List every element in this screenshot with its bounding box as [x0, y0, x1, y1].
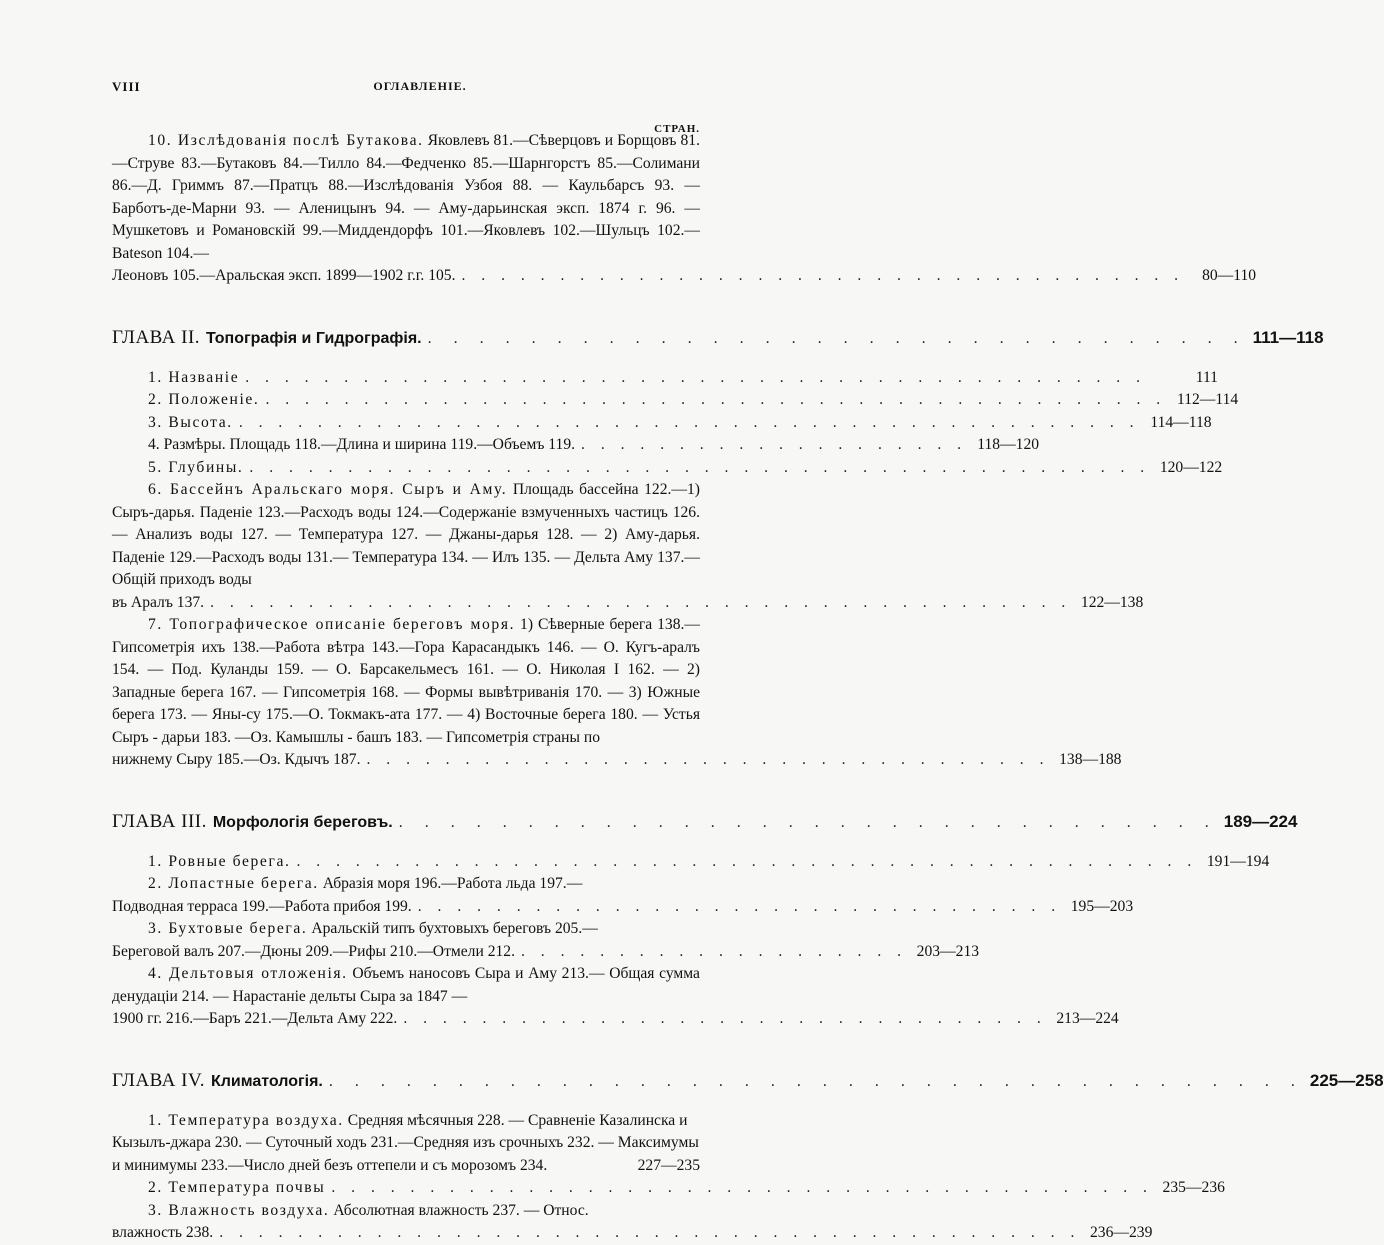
chapter-label: ГЛАВА III.: [112, 810, 207, 832]
chapter-title: Климатологія.: [210, 1072, 323, 1090]
entry-text: Абсолютная влажность 237. — Относ.: [333, 1201, 589, 1219]
entry-pages: 114—118: [1150, 413, 1212, 431]
toc-entry[interactable]: [112, 851, 1270, 874]
toc-entry[interactable]: [112, 412, 1212, 435]
entry-pages: 195—203: [1070, 897, 1134, 915]
entry-lead: 7. Топографическое описаніе береговъ моря.: [148, 616, 516, 633]
leader-dots: . . . . . . . . . . . . . . . . . . . . . . . . . . . . . . . . . . . . . . . . . . . . . .: [296, 852, 1198, 870]
toc-entry[interactable]: [112, 367, 1218, 390]
entry-lead: 10. Изслѣдованія послѣ Бутакова.: [148, 132, 424, 149]
pages-column-label: СТРАН.: [654, 123, 700, 135]
entry-text: Аральскій типъ бухтовыхъ береговъ 205.—: [311, 920, 598, 937]
toc-entry-7: [112, 614, 700, 749]
entry-last-line: въ Аралъ 137.: [112, 593, 205, 611]
chapter-title: Топографія и Гидрографія.: [206, 329, 422, 347]
toc-entry[interactable]: [112, 1110, 700, 1178]
chapter-3-heading[interactable]: [112, 808, 1298, 837]
leader-dots: . . . . . . . . . . . . . . . . . . . . . . . . . . . . . . . .: [398, 813, 1218, 831]
entry-lead: 1. Температура воздуха.: [148, 1111, 344, 1129]
entry-pages: 227—235: [637, 1156, 700, 1174]
toc-entry-3-last: [112, 941, 980, 964]
entry-text: Абразія моря 196.—Работа льда 197.—: [322, 875, 583, 892]
entry-pages: 80—110: [1202, 267, 1257, 284]
toc-entry[interactable]: [112, 434, 1040, 457]
entry-last-line: влажность 238.: [112, 1224, 214, 1241]
entry-lead: 4. Дельтовыя отложенія.: [148, 965, 348, 982]
leader-dots: . . . . . . . . . . . . . . . . . . . . . . . . . . . . . . . . . . .: [366, 751, 1050, 768]
toc-entry-4-last: [112, 1008, 1119, 1031]
toc-entry-3-last: [112, 1222, 1153, 1245]
entry-last-line: Береговой валъ 207.—Дюны 209.—Рифы 210.—Отмели 212.: [112, 942, 515, 960]
entry-pages: 203—213: [916, 942, 980, 960]
entry-pages: 120—122: [1159, 458, 1223, 476]
entry-lead: 1. Ровные берега.: [148, 852, 291, 870]
leader-dots: . . . . . . . . . . . . . . . . . . . . . . . . . . . . . . . . . . . . . . . . . . . . . .: [245, 368, 1146, 386]
entry-lead: 2. Положеніе.: [148, 391, 260, 408]
entry-pages: 236—239: [1090, 1224, 1153, 1241]
leader-dots: . . . . . . . . . . . . . . . . . . . .: [521, 942, 908, 960]
leader-dots: . . . . . . . . . . . . . . . . . . . . . . . . . . . . . . . . . . . . . . . . . .: [331, 1179, 1153, 1196]
toc-entry[interactable]: [112, 457, 1223, 480]
entry-lead: 3. Бухтовые берега.: [148, 920, 308, 937]
leader-dots: . . . . . . . . . . . . . . . . . . . . . . . . . . . . . . . . .: [403, 1010, 1047, 1027]
entry-text: Средняя мѣсячныя 228. — Сравненіе Казалинска и Кызылъ-джара 230. — Суточный ходъ 231.—Средняя изъ срочныхъ 232. — Максимумы и минимумы 233.—Число дней безъ оттепели и съ морозомъ 234.: [112, 1111, 699, 1174]
running-title: ОГЛАВЛЕНІЕ.: [373, 79, 467, 93]
running-head: [0, 79, 840, 99]
entry-text: 1) Сѣверные берега 138.—Гипсометрія ихъ 138.—Работа вѣтра 143.—Гора Карасандыкъ 146. — О. Кугъ-аралъ 154. — Под. Куланды 159. — О. Барсакельмесъ 161. — О. Николая I 162. — 2) Западные берега 167. — Гипсометрія 168. — Формы вывѣтриванія 170. — 3) Южные берега 173. — Яны-су 175.—О. Токмакъ-ата 177. — 4) Восточные берега 180. — Устья Сыръ - дарьи 183. —Оз. Камышлы - башъ 183. — Гипсометрія страны по: [112, 616, 700, 746]
chapter-title: Морфологія береговъ.: [212, 813, 393, 831]
entry-pages: 111: [1195, 368, 1218, 386]
entry-lead: 2. Температура почвы: [148, 1179, 326, 1196]
toc-entry-10-last: [112, 265, 1257, 288]
entry-lead: 3. Влажность воздуха.: [148, 1201, 330, 1219]
entry-lead: 1. Названіе: [148, 368, 240, 386]
toc-entry[interactable]: [112, 1177, 1225, 1200]
leader-dots: . . . . . . . . . . . . . . . . . . . . . . . . . . . . . . . . . . . . . .: [328, 1072, 1304, 1090]
leader-dots: . . . . . . . . . . . . . . . . . . . . . . . . . . . . . . . . . . . . . . . . . . . .: [219, 1224, 1081, 1241]
entry-last-line: 1900 гг. 216.—Баръ 221.—Дельта Аму 222.: [112, 1010, 398, 1027]
table-of-contents: [112, 130, 1384, 1245]
entry-pages: 138—188: [1059, 751, 1122, 768]
chapter-pages: 225—258: [1309, 1070, 1384, 1090]
entry-lead: 3. Высота.: [148, 413, 233, 431]
entry-last-line: Леоновъ 105.—Аральская эксп. 1899—1902 г.г. 105.: [112, 267, 456, 284]
toc-entry-3: [112, 1200, 700, 1223]
toc-entry-10: [112, 130, 700, 265]
entry-pages: 213—224: [1056, 1010, 1119, 1027]
entry-pages: 235—236: [1162, 1179, 1225, 1196]
page-number: VIII: [112, 79, 141, 94]
toc-entry-2-last: [112, 896, 1134, 919]
toc-entry-2: [112, 873, 700, 896]
entry-lead: 5. Глубины.: [148, 458, 244, 476]
entry-last-line: Подводная терраса 199.—Работа прибоя 199.: [112, 897, 412, 915]
chapter-pages: 111—118: [1252, 327, 1324, 347]
entry-pages: 122—138: [1080, 593, 1144, 611]
leader-dots: . . . . . . . . . . . . . . . . . . . . . . . . . . . . . . . . . . . . . . . . . . . . . .: [238, 413, 1140, 431]
leader-dots: . . . . . . . . . . . . . . . . . . . . . . . . . . . . . . . . . . . . . . . . . . . . . .: [249, 458, 1151, 476]
entry-pages: 112—114: [1176, 391, 1239, 408]
toc-entry-7-last: [112, 749, 1122, 772]
toc-entry-6-last: [112, 592, 1144, 615]
entry-last-line: нижнему Сыру 185.—Оз. Кдычъ 187.: [112, 751, 361, 768]
leader-dots: . . . . . . . . . . . . . . . . . . . . . . . . . . . . . . . . . . . . . . . . . . . .: [210, 593, 1072, 611]
chapter-label: ГЛАВА II.: [112, 326, 201, 348]
chapter-2-heading[interactable]: [112, 324, 1324, 353]
leader-dots: . . . . . . . . . . . . . . . . . . . . . . . . . . . . . . . . . . . . . . . . . . . . . .: [265, 391, 1167, 408]
chapter-pages: 189—224: [1223, 811, 1298, 831]
entry-pages: 118—120: [977, 436, 1040, 453]
leader-dots: . . . . . . . . . . . . . . . . . . . . . . . . . . . . . . . . .: [417, 897, 1062, 915]
toc-entry-3: [112, 918, 700, 941]
entry-lead: 4. Размѣры. Площадь 118.—Длина и ширина 119.—Объемъ 119.: [148, 436, 576, 453]
entry-lead: 6. Бассейнъ Аральскаго моря. Сыръ и Аму.: [148, 481, 508, 498]
entry-pages: 191—194: [1206, 852, 1270, 870]
leader-dots: . . . . . . . . . . . . . . . . . . . .: [581, 436, 968, 453]
toc-entry[interactable]: [112, 389, 1239, 412]
leader-dots: . . . . . . . . . . . . . . . . . . . . . . . . . . . . . . . . . . . . .: [461, 267, 1185, 284]
toc-entry-4: [112, 963, 700, 1008]
entry-text: Объемъ наносовъ Сыра и Аму 213.— Общая сумма денудаціи 214. — Нарастаніе дельты Сыра за 1847 —: [112, 965, 700, 1005]
entry-lead: 2. Лопастные берега.: [148, 875, 319, 892]
chapter-label: ГЛАВА IV.: [112, 1069, 205, 1091]
toc-entry-6: [112, 479, 700, 592]
chapter-4-heading[interactable]: [112, 1067, 1384, 1096]
entry-text: Яковлевъ 81.—Сѣверцовъ и Борщовъ 81.—Струве 83.—Бутаковъ 84.—Тилло 84.—Федченко 85.—Шарнгорстъ 85.—Солимани 86.—Д. Гриммъ 87.—Пратцъ 88.—Изслѣдованія Узбоя 88. — Каульбарсъ 93. — Барботъ-де-Марни 93. — Аленицынъ 94. — Аму-дарьинская эксп. 1874 г. 96. — Мушкетовъ и Романовскій 99.—Миддендорфъ 101.—Яковлевъ 102.—Шульцъ 102.—Bateson 104.—: [112, 132, 701, 262]
leader-dots: . . . . . . . . . . . . . . . . . . . . . . . . . . . . . . . .: [427, 329, 1247, 347]
entry-text: Площадь бассейна 122.—1) Сыръ-дарья. Паденіе 123.—Расходъ воды 124.—Содержаніе взмученныхъ частицъ 126. — Анализъ воды 127. — Температура 127. — Джаны-дарья 128. — 2) Аму-дарья. Паденіе 129.—Расходъ воды 131.— Температура 134. — Илъ 135. — Дельта Аму 137.—Общій приходъ воды: [112, 481, 701, 588]
